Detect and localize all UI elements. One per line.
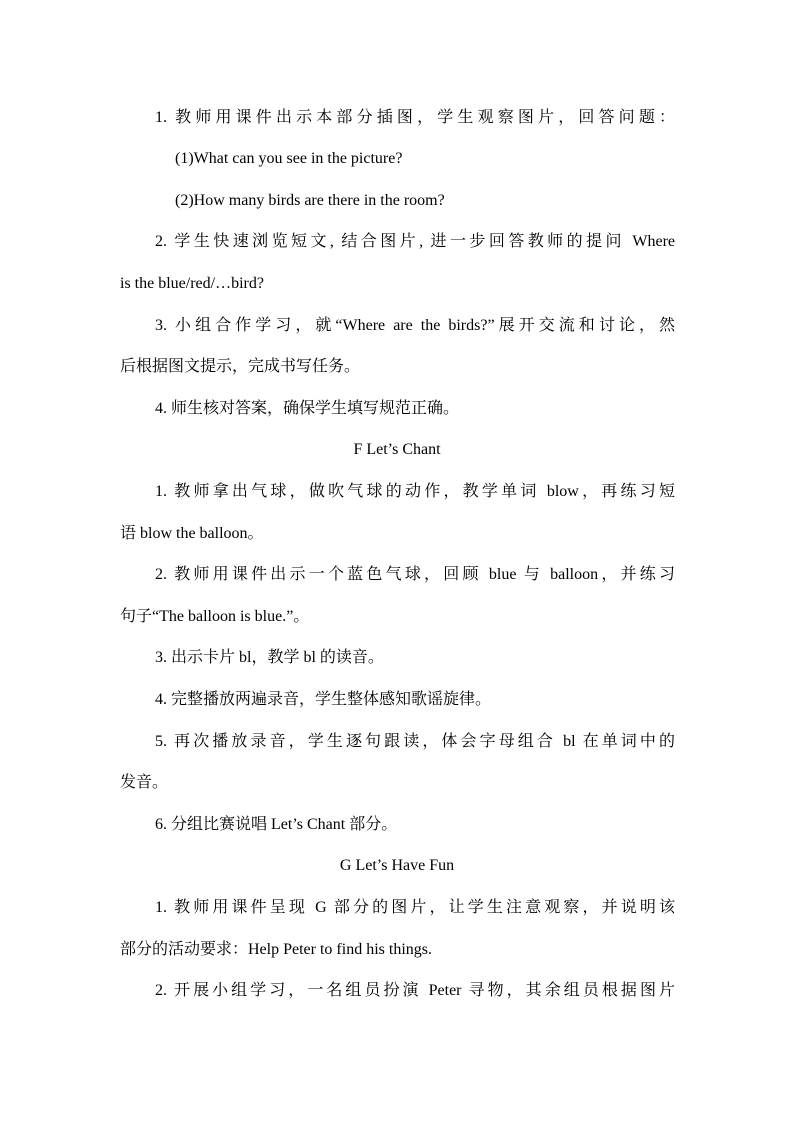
section-heading-lets-chant: F Let’s Chant xyxy=(353,441,441,458)
fun-step-1-line-2: 部分的活动要求：Help Peter to find his things. xyxy=(120,941,432,958)
question-1: (1)What can you see in the picture? xyxy=(175,150,403,167)
fun-step-2-line-1: 2. 开展小组学习，一名组员扮演 Peter 寻物，其余组员根据图片 xyxy=(155,982,675,999)
step-1-instruction: 1. 教师用课件出示本部分插图，学生观察图片，回答问题： xyxy=(155,109,675,126)
chant-step-5-line-2: 发音。 xyxy=(120,774,169,791)
chant-step-6-line: 6. 分组比赛说唱 Let’s Chant 部分。 xyxy=(155,816,398,833)
chant-step-2-line-2: 句子“The balloon is blue.”。 xyxy=(120,608,310,625)
question-2: (2)How many birds are there in the room? xyxy=(175,192,445,209)
chant-step-3-line: 3. 出示卡片 bl，教学 bl 的读音。 xyxy=(155,649,384,666)
fun-step-1-line-1: 1. 教师用课件呈现 G 部分的图片，让学生注意观察，并说明该 xyxy=(155,899,675,916)
chant-step-1-line-2: 语 blow the balloon。 xyxy=(120,525,264,542)
chant-step-2-line-1: 2. 教师用课件出示一个蓝色气球，回顾 blue 与 balloon，并练习 xyxy=(155,566,675,583)
chant-step-5-line-1: 5. 再次播放录音，学生逐句跟读，体会字母组合 bl 在单词中的 xyxy=(155,733,675,750)
step-3-line-2: 后根据图文提示，完成书写任务。 xyxy=(120,358,361,375)
chant-step-4-line: 4. 完整播放两遍录音，学生整体感知歌谣旋律。 xyxy=(155,691,492,708)
step-4-line: 4. 师生核对答案，确保学生填写规范正确。 xyxy=(155,400,460,417)
step-3-line-1: 3. 小组合作学习，就“Where are the birds?”展开交流和讨论，然 xyxy=(155,317,675,334)
chant-step-1-line-1: 1. 教师拿出气球，做吹气球的动作，教学单词 blow，再练习短 xyxy=(155,483,675,500)
step-2-line-2: is the blue/red/…bird? xyxy=(120,275,264,292)
step-2-line-1: 2. 学生快速浏览短文, 结合图片, 进一步回答教师的提问 Where xyxy=(155,233,675,250)
section-heading-lets-have-fun: G Let’s Have Fun xyxy=(339,857,455,874)
